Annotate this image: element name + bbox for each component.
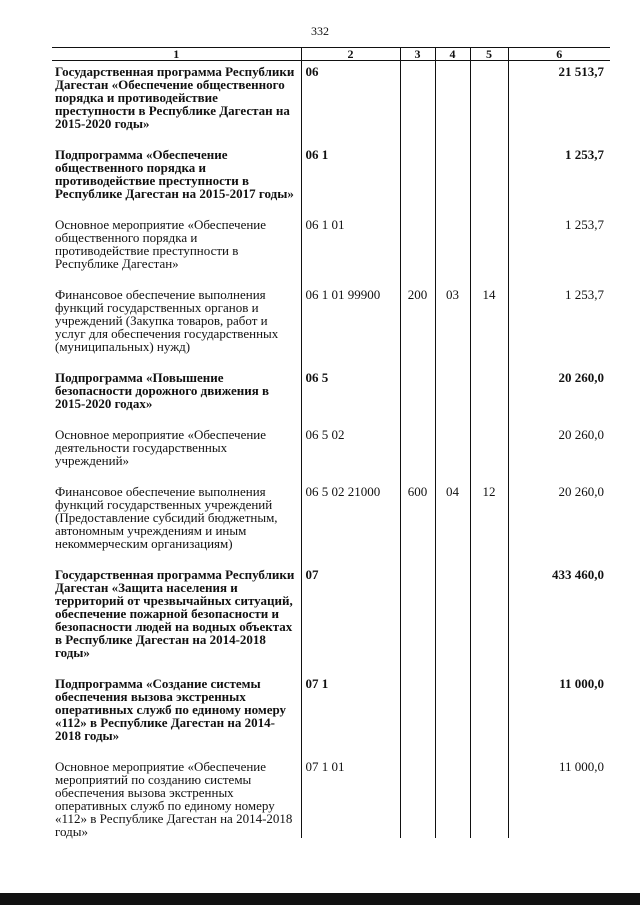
amount-cell: 11 000,0 xyxy=(508,673,610,742)
table-row xyxy=(52,756,610,838)
spacer-cell xyxy=(400,410,435,424)
name-cell: Государственная программа Республики Дагестан «Обеспечение общественного порядка и противодействие преступности в Республике Дагестан на 2015-2020 годы» xyxy=(55,64,295,131)
spacer-cell xyxy=(301,550,400,564)
row-spacer xyxy=(52,742,610,756)
rz-cell xyxy=(435,144,470,200)
code-cell: 07 1 xyxy=(301,673,400,742)
header-col-2: 2 xyxy=(301,48,400,61)
header-col-1: 1 xyxy=(52,48,301,61)
spacer-cell xyxy=(301,742,400,756)
spacer-cell xyxy=(400,742,435,756)
spacer-cell xyxy=(52,353,301,367)
spacer-cell xyxy=(301,353,400,367)
row-spacer xyxy=(52,467,610,481)
spacer-cell xyxy=(435,130,470,144)
spacer-cell xyxy=(435,742,470,756)
spacer-cell xyxy=(435,410,470,424)
row-spacer xyxy=(52,410,610,424)
vr-cell xyxy=(400,144,435,200)
spacer-cell xyxy=(470,130,508,144)
vr-cell xyxy=(400,673,435,742)
amount-cell: 1 253,7 xyxy=(508,214,610,270)
pr-cell xyxy=(470,144,508,200)
spacer-cell xyxy=(470,550,508,564)
spacer-cell xyxy=(52,410,301,424)
spacer-cell xyxy=(400,270,435,284)
amount-cell: 11 000,0 xyxy=(508,756,610,838)
name-cell: Основное мероприятие «Обеспечение мероприятий по созданию системы обеспечения вызова экстренных оперативных служб по единому номеру «112» в Республике Дагестан на 2014-2018 годы» xyxy=(55,759,293,839)
name-cell: Подпрограмма «Обеспечение общественного порядка и противодействие преступности в Республике Дагестан на 2015-2017 годы» xyxy=(55,147,294,201)
spacer-cell xyxy=(400,659,435,673)
header-col-4: 4 xyxy=(435,48,470,61)
vr-cell: 200 xyxy=(400,284,435,353)
spacer-cell xyxy=(470,742,508,756)
table-row xyxy=(52,564,610,659)
code-cell: 06 1 01 xyxy=(301,214,400,270)
row-spacer xyxy=(52,200,610,214)
pr-cell xyxy=(470,756,508,838)
name-cell: Основное мероприятие «Обеспечение общественного порядка и противодействие преступности в Республике Дагестан» xyxy=(55,217,267,271)
spacer-cell xyxy=(301,200,400,214)
code-cell: 06 1 01 99900 xyxy=(301,284,400,353)
name-cell: Государственная программа Республики Дагестан «Защита населения и территорий от чрезвычайных ситуаций, обеспечение пожарной безопасности и безопасности людей на водных объектах в Республике Дагестан на 2014-2018 годы» xyxy=(55,567,295,660)
pr-cell: 12 xyxy=(470,481,508,550)
spacer-cell xyxy=(435,200,470,214)
vr-cell xyxy=(400,61,435,131)
spacer-cell xyxy=(52,270,301,284)
table-row xyxy=(52,367,610,410)
rz-cell xyxy=(435,214,470,270)
code-cell: 06 1 xyxy=(301,144,400,200)
rz-cell xyxy=(435,564,470,659)
spacer-cell xyxy=(52,130,301,144)
spacer-cell xyxy=(400,550,435,564)
pr-cell xyxy=(470,367,508,410)
spacer-cell xyxy=(400,353,435,367)
vr-cell xyxy=(400,564,435,659)
spacer-cell xyxy=(435,550,470,564)
code-cell: 07 1 01 xyxy=(301,756,400,838)
spacer-cell xyxy=(435,467,470,481)
spacer-cell xyxy=(52,742,301,756)
amount-cell: 21 513,7 xyxy=(508,61,610,131)
amount-cell: 20 260,0 xyxy=(508,424,610,467)
spacer-cell xyxy=(301,659,400,673)
vr-cell xyxy=(400,756,435,838)
spacer-cell xyxy=(508,130,610,144)
header-row xyxy=(52,48,610,61)
header-col-6: 6 xyxy=(508,48,610,61)
table-row xyxy=(52,481,610,550)
spacer-cell xyxy=(508,270,610,284)
spacer-cell xyxy=(435,270,470,284)
scan-edge-bar xyxy=(0,893,640,905)
code-cell: 07 xyxy=(301,564,400,659)
table-row xyxy=(52,424,610,467)
budget-table xyxy=(52,47,610,838)
spacer-cell xyxy=(400,130,435,144)
vr-cell xyxy=(400,214,435,270)
spacer-cell xyxy=(301,270,400,284)
spacer-cell xyxy=(508,353,610,367)
rz-cell xyxy=(435,673,470,742)
spacer-cell xyxy=(301,410,400,424)
table-row xyxy=(52,214,610,270)
spacer-cell xyxy=(301,467,400,481)
rz-cell xyxy=(435,61,470,131)
spacer-cell xyxy=(470,659,508,673)
amount-cell: 1 253,7 xyxy=(508,144,610,200)
vr-cell xyxy=(400,367,435,410)
spacer-cell xyxy=(508,742,610,756)
spacer-cell xyxy=(508,410,610,424)
header-col-3: 3 xyxy=(400,48,435,61)
row-spacer xyxy=(52,353,610,367)
amount-cell: 433 460,0 xyxy=(508,564,610,659)
page-number: 332 xyxy=(311,24,329,38)
spacer-cell xyxy=(470,200,508,214)
spacer-cell xyxy=(508,659,610,673)
row-spacer xyxy=(52,550,610,564)
spacer-cell xyxy=(52,550,301,564)
code-cell: 06 5 xyxy=(301,367,400,410)
pr-cell xyxy=(470,214,508,270)
table-body xyxy=(52,61,610,839)
table-row xyxy=(52,144,610,200)
table-row xyxy=(52,673,610,742)
header-col-5: 5 xyxy=(470,48,508,61)
spacer-cell xyxy=(470,270,508,284)
spacer-cell xyxy=(508,550,610,564)
rz-cell: 03 xyxy=(435,284,470,353)
vr-cell xyxy=(400,424,435,467)
spacer-cell xyxy=(435,659,470,673)
spacer-cell xyxy=(52,467,301,481)
pr-cell xyxy=(470,424,508,467)
code-cell: 06 5 02 xyxy=(301,424,400,467)
spacer-cell xyxy=(400,200,435,214)
name-cell: Подпрограмма «Создание системы обеспечения вызова экстренных оперативных служб по единому номеру «112» в Республике Дагестан на 2014-2018 годы» xyxy=(55,676,287,743)
rz-cell: 04 xyxy=(435,481,470,550)
spacer-cell xyxy=(470,410,508,424)
name-cell: Финансовое обеспечение выполнения функций государственных учреждений (Предоставление субсидий бюджетным, автономным учреждениям и иным некоммерческим организациям) xyxy=(55,484,278,551)
code-cell: 06 xyxy=(301,61,400,131)
name-cell: Подпрограмма «Повышение безопасности дорожного движения в 2015-2020 годах» xyxy=(55,370,270,411)
spacer-cell xyxy=(470,353,508,367)
table-row xyxy=(52,61,610,131)
vr-cell: 600 xyxy=(400,481,435,550)
pr-cell: 14 xyxy=(470,284,508,353)
spacer-cell xyxy=(52,200,301,214)
name-cell: Финансовое обеспечение выполнения функций государственных органов и учреждений (Закупка товаров, работ и услуг для обеспечения государственных (муниципальных) нужд) xyxy=(55,287,279,354)
row-spacer xyxy=(52,659,610,673)
spacer-cell xyxy=(435,353,470,367)
pr-cell xyxy=(470,564,508,659)
spacer-cell xyxy=(400,467,435,481)
pr-cell xyxy=(470,673,508,742)
amount-cell: 20 260,0 xyxy=(508,367,610,410)
amount-cell: 20 260,0 xyxy=(508,481,610,550)
row-spacer xyxy=(52,270,610,284)
table-row xyxy=(52,284,610,353)
code-cell: 06 5 02 21000 xyxy=(301,481,400,550)
spacer-cell xyxy=(470,467,508,481)
pr-cell xyxy=(470,61,508,131)
rz-cell xyxy=(435,424,470,467)
spacer-cell xyxy=(508,200,610,214)
amount-cell: 1 253,7 xyxy=(508,284,610,353)
row-spacer xyxy=(52,130,610,144)
spacer-cell xyxy=(52,659,301,673)
rz-cell xyxy=(435,756,470,838)
spacer-cell xyxy=(508,467,610,481)
spacer-cell xyxy=(301,130,400,144)
rz-cell xyxy=(435,367,470,410)
name-cell: Основное мероприятие «Обеспечение деятельности государственных учреждений» xyxy=(55,427,267,468)
